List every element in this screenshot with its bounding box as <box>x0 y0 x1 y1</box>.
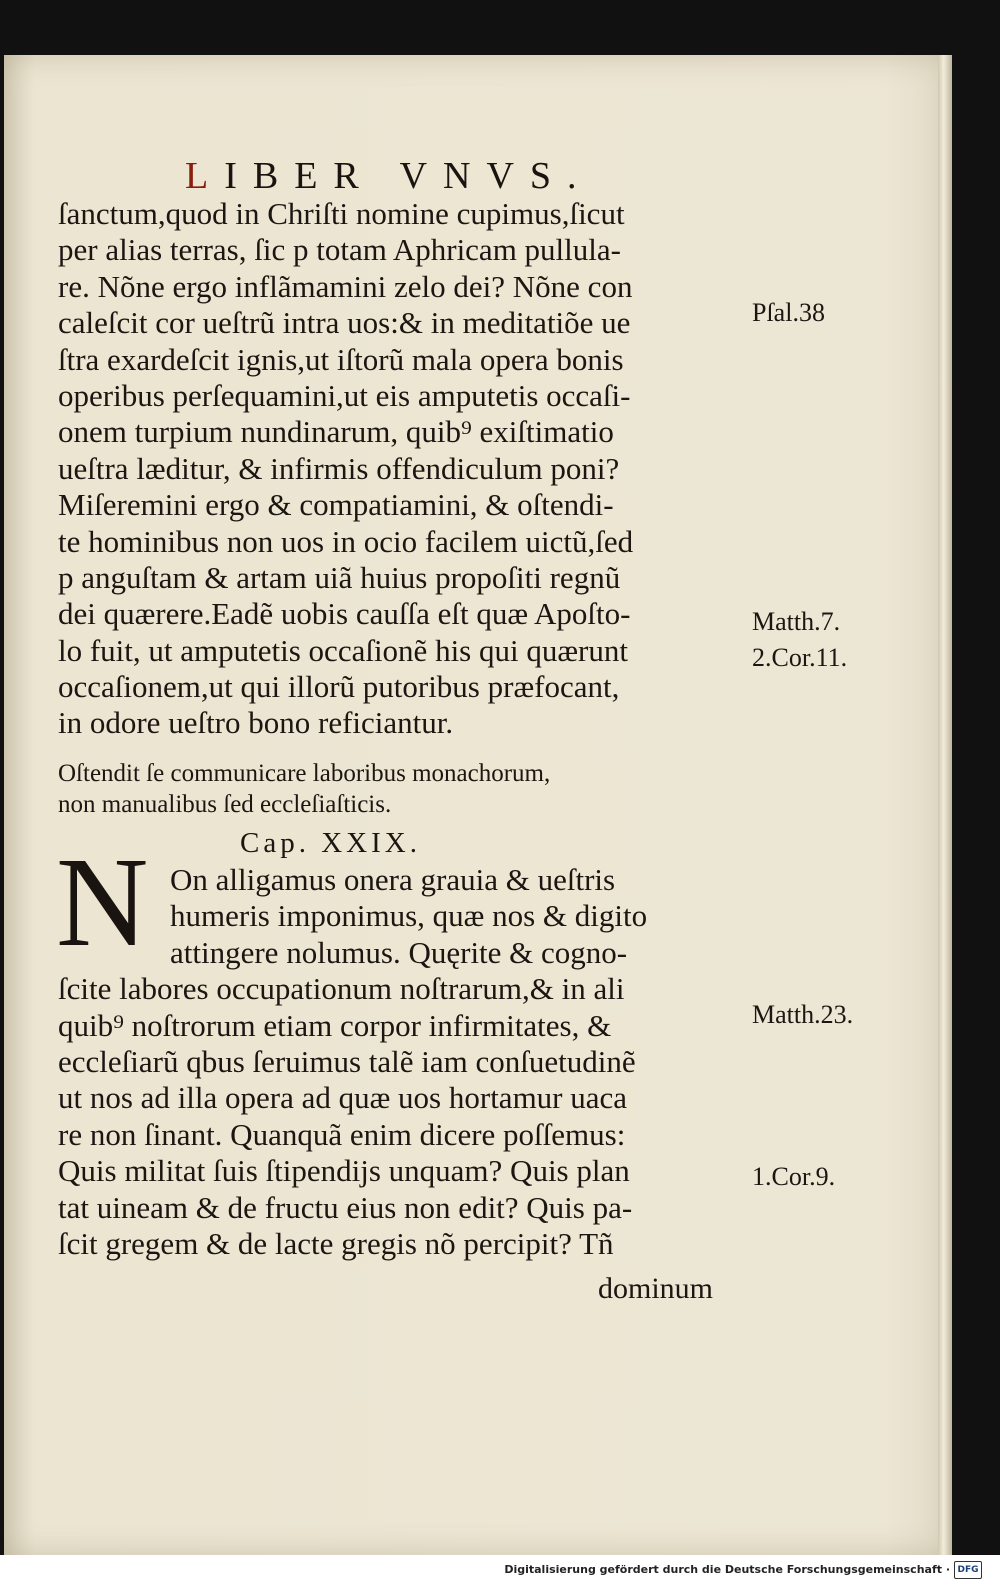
chapter-heading-line: non manualibus ſed eccleſiaſticis. <box>58 791 392 818</box>
margin-note-corinthians-11: 2.Cor.11. <box>752 643 848 672</box>
text-line: onem turpium nundinarum, quib⁹ exiſtimatio <box>58 414 614 450</box>
margin-note-corinthians-9: 1.Cor.9. <box>752 1162 836 1191</box>
margin-note-matthew-23: Matth.23. <box>752 1000 854 1029</box>
text-line: dei quærere.Eadẽ uobis cauſſa eſt quæ Apoſto- <box>58 596 631 632</box>
text-line: tat uineam & de fructu eius non edit? Quis pa- <box>58 1189 633 1225</box>
running-head-text: IBER VNVS. <box>224 155 593 197</box>
margin-note-psalm: Pſal.38 <box>752 298 825 327</box>
text-line: ſanctum,quod in Chriſti nomine cupimus,ſicut <box>58 196 625 231</box>
text-line: in odore ueſtro bono reficiantur. <box>58 705 454 741</box>
text-line: ſcite labores occupationum noſtrarum,& in ali <box>58 971 625 1007</box>
text-line: re. Nõne ergo inflãmamini zelo dei? Nõne con <box>58 268 633 304</box>
text-line: caleſcit cor ueſtrũ intra uos:& in meditatiõe ue <box>58 305 631 341</box>
dfg-logo: DFG <box>954 1561 982 1579</box>
text-line: Quis militat ſuis ſtipendijs unquam? Quis plan <box>58 1153 630 1189</box>
text-line: lo fuit, ut amputetis occaſionẽ his qui quærunt <box>58 632 628 668</box>
chapter-heading <box>58 758 748 820</box>
text-line: ſcit gregem & de lacte gregis nõ percipit? Tñ <box>58 1225 614 1261</box>
chapter-number: Cap. XXIX. <box>240 827 421 859</box>
text-line: p anguſtam & artam uiã huius propoſiti regnũ <box>58 559 621 595</box>
chapter-text-block <box>58 862 748 1262</box>
text-line: re non ſinant. Quanquã enim dicere poſſemus: <box>58 1116 626 1152</box>
text-line: per alias terras, ſic p totam Aphricam pullula- <box>58 232 621 268</box>
running-head-initial: L <box>185 155 225 197</box>
text-line: quib⁹ noſtrorum etiam corpor infirmitates, & <box>58 1007 612 1043</box>
footer-bar <box>0 1555 1000 1587</box>
funding-credit: Digitalisierung gefördert durch die Deutsche Forschungsgemeinschaft · <box>504 1563 950 1576</box>
text-line: humeris imponimus, quæ nos & digito <box>170 898 648 934</box>
text-line: attingere nolumus. Quęrite & cogno- <box>170 934 628 970</box>
text-line: eccleſiarũ qbus ſeruimus talẽ iam conſuetudinẽ <box>58 1043 636 1079</box>
text-line: operibus perſequamini,ut eis amputetis occaſi- <box>58 377 631 413</box>
margin-note-matthew-7: Matth.7. <box>752 607 841 636</box>
catchword: dominum <box>598 1272 714 1305</box>
running-head <box>185 150 785 202</box>
text-line: ut nos ad illa opera ad quæ uos hortamur uaca <box>58 1080 628 1116</box>
text-line: occaſionem,ut qui illorũ putoribus præfocant, <box>58 669 620 705</box>
text-line: ueſtra læditur, & infirmis offendiculum poni? <box>58 450 620 486</box>
drop-cap-initial: N <box>56 831 149 973</box>
text-line: Miſeremini ergo & compatiamini, & oſtendi- <box>58 487 614 523</box>
text-line: On alligamus onera grauia & ueſtris <box>170 862 616 897</box>
chapter-heading-line: Oſtendit ſe communicare laboribus monachorum, <box>58 760 551 787</box>
text-line: ſtra exardeſcit ignis,ut iſtorũ mala opera bonis <box>58 341 624 377</box>
text-line: te hominibus non uos in ocio facilem uictũ,ſed <box>58 523 634 559</box>
page-edge <box>938 55 952 1555</box>
body-text-block <box>58 196 748 742</box>
